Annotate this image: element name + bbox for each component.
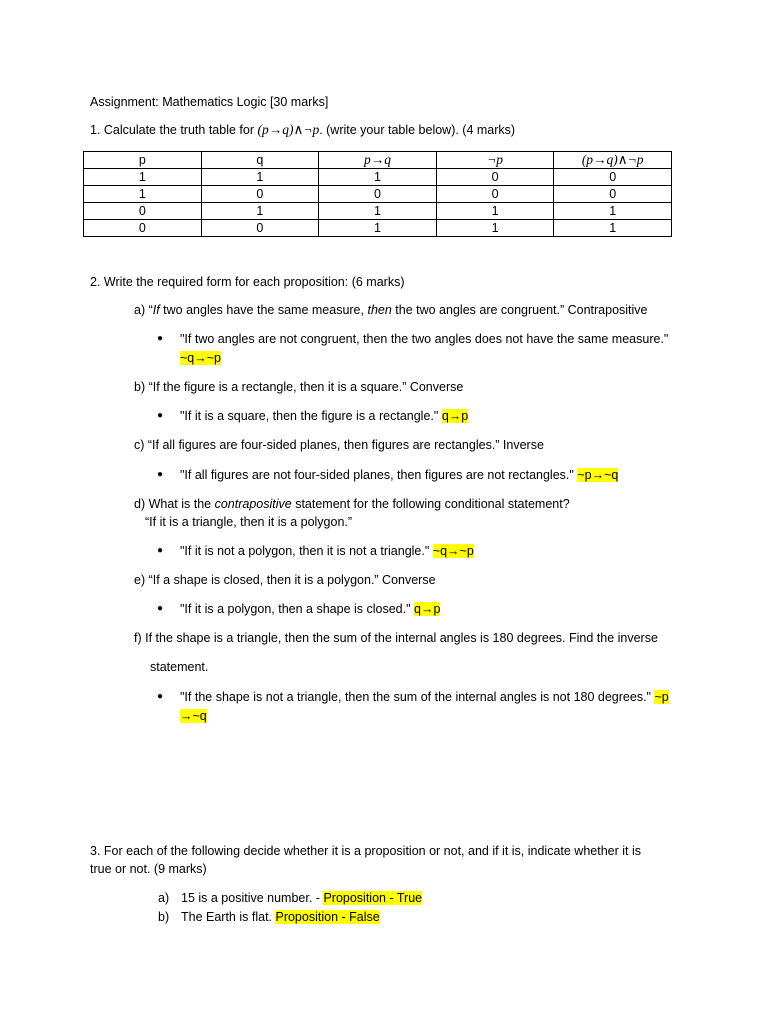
question-2d: [134, 496, 570, 512]
question-2b: b) “If the figure is a rectangle, then it is a square.” Converse: [134, 380, 464, 394]
q2a-answer: "If two angles are not congruent, then the two angles does not have the same measure.": [180, 332, 669, 346]
table-cell: 0: [201, 220, 319, 237]
assignment-title: Assignment: Mathematics Logic [30 marks]: [90, 95, 329, 109]
question-1: [90, 122, 515, 138]
bullet-icon: ●: [157, 545, 164, 556]
q2d-symbol: ~q→~p: [432, 544, 474, 558]
question-2e: e) “If a shape is closed, then it is a polygon.” Converse: [134, 573, 436, 587]
q2c-symbol: ~p→~q: [577, 468, 619, 482]
truth-table: [83, 151, 672, 237]
question-1-suffix: . (write your table below). (4 marks): [319, 123, 516, 137]
q2f-line2: statement.: [150, 660, 209, 674]
q2a-symbol: ~q→~p: [180, 351, 222, 365]
q3a-line: [181, 890, 422, 906]
question-3-line1: 3. For each of the following decide whether it is a proposition or not, and if it is, indicate whether it is: [90, 844, 641, 858]
table-cell: 1: [319, 220, 437, 237]
header-result: (p→q)∧¬p: [554, 152, 672, 169]
question-2a: [134, 302, 648, 318]
q3b-text: The Earth is flat.: [181, 910, 276, 924]
header-p-implies-q: p→q: [319, 152, 437, 169]
q2e-answer: "If it is a polygon, then a shape is closed.": [180, 602, 411, 616]
question-3-line2: true or not. (9 marks): [90, 862, 207, 876]
table-cell: 1: [84, 186, 202, 203]
table-cell: 0: [436, 186, 554, 203]
q3a-label: a): [158, 891, 170, 905]
question-1-prefix: 1. Calculate the truth table for: [90, 123, 258, 137]
q2c-answer: "If all figures are not four-sided planes, then figures are not rectangles.": [180, 468, 574, 482]
question-1-expression: (p→q)∧¬p: [257, 122, 320, 137]
table-cell: 0: [319, 186, 437, 203]
q2f-answer: "If the shape is not a triangle, then the sum of the internal angles is not 180 degrees.": [180, 690, 651, 704]
q2a-pre: a) “: [134, 303, 153, 317]
header-p: p: [84, 152, 202, 169]
table-cell: 1: [436, 220, 554, 237]
q2a-post: the two angles are congruent.” Contrapositive: [391, 303, 648, 317]
q2b-answer: "If it is a square, then the figure is a rectangle.": [180, 409, 439, 423]
bullet-icon: ●: [157, 603, 164, 614]
question-2c: c) “If all figures are four-sided planes, then figures are rectangles.” Inverse: [134, 438, 544, 452]
table-cell: 1: [554, 220, 672, 237]
table-cell: 1: [319, 169, 437, 186]
q3b-line: [181, 909, 380, 925]
table-cell: 1: [84, 169, 202, 186]
bullet-icon: ●: [157, 333, 164, 344]
q2a-then: then: [367, 303, 392, 317]
q2d-pre: d) What is the: [134, 497, 215, 511]
question-2f: f) If the shape is a triangle, then the sum of the internal angles is 180 degrees. Find the inverse: [134, 631, 658, 645]
q3b-answer: Proposition - False: [275, 910, 380, 924]
q3a-text: 15 is a positive number. -: [181, 891, 324, 905]
bullet-icon: ●: [157, 469, 164, 480]
bullet-icon: ●: [157, 410, 164, 421]
question-2-heading: 2. Write the required form for each proposition: (6 marks): [90, 275, 405, 289]
q2f-symbol-line: [180, 708, 207, 724]
q2f-answer-line: [180, 689, 669, 705]
q2f-symbol-2: →~q: [180, 709, 207, 723]
q3a-answer: Proposition - True: [323, 891, 423, 905]
q3b-label: b): [158, 910, 170, 924]
table-cell: 0: [436, 169, 554, 186]
q2f-symbol-1: ~p: [654, 690, 669, 704]
table-cell: 0: [554, 169, 672, 186]
table-cell: 1: [436, 203, 554, 220]
table-cell: 1: [554, 203, 672, 220]
q2d-post: statement for the following conditional statement?: [291, 497, 570, 511]
q2a-mid: two angles have the same measure,: [159, 303, 368, 317]
truth-table-header-row: [84, 152, 672, 169]
table-cell: 1: [201, 203, 319, 220]
table-cell: 0: [201, 186, 319, 203]
table-cell: 1: [201, 169, 319, 186]
table-row: [84, 203, 672, 220]
table-cell: 0: [84, 203, 202, 220]
table-cell: 0: [554, 186, 672, 203]
table-row: [84, 169, 672, 186]
table-cell: 0: [84, 220, 202, 237]
q2a-if: If: [152, 303, 160, 317]
q2e-symbol: q→p: [414, 602, 441, 616]
q2a-symbol-line: [180, 350, 221, 366]
q2d-answer: "If it is not a polygon, then it is not a triangle.": [180, 544, 430, 558]
q2b-symbol: q→p: [441, 409, 469, 423]
q2d-statement: “If it is a triangle, then it is a polygon.”: [145, 515, 353, 529]
table-row: [84, 220, 672, 237]
q2e-answer-line: [180, 601, 440, 617]
bullet-icon: ●: [157, 691, 164, 702]
q2d-em: contrapositive: [214, 497, 292, 511]
table-cell: 1: [319, 203, 437, 220]
table-row: [84, 186, 672, 203]
q2d-answer-line: [180, 543, 474, 559]
q2b-answer-line: [180, 408, 468, 424]
header-not-p: ¬p: [436, 152, 554, 169]
q2c-answer-line: [180, 467, 618, 483]
header-q: q: [201, 152, 319, 169]
